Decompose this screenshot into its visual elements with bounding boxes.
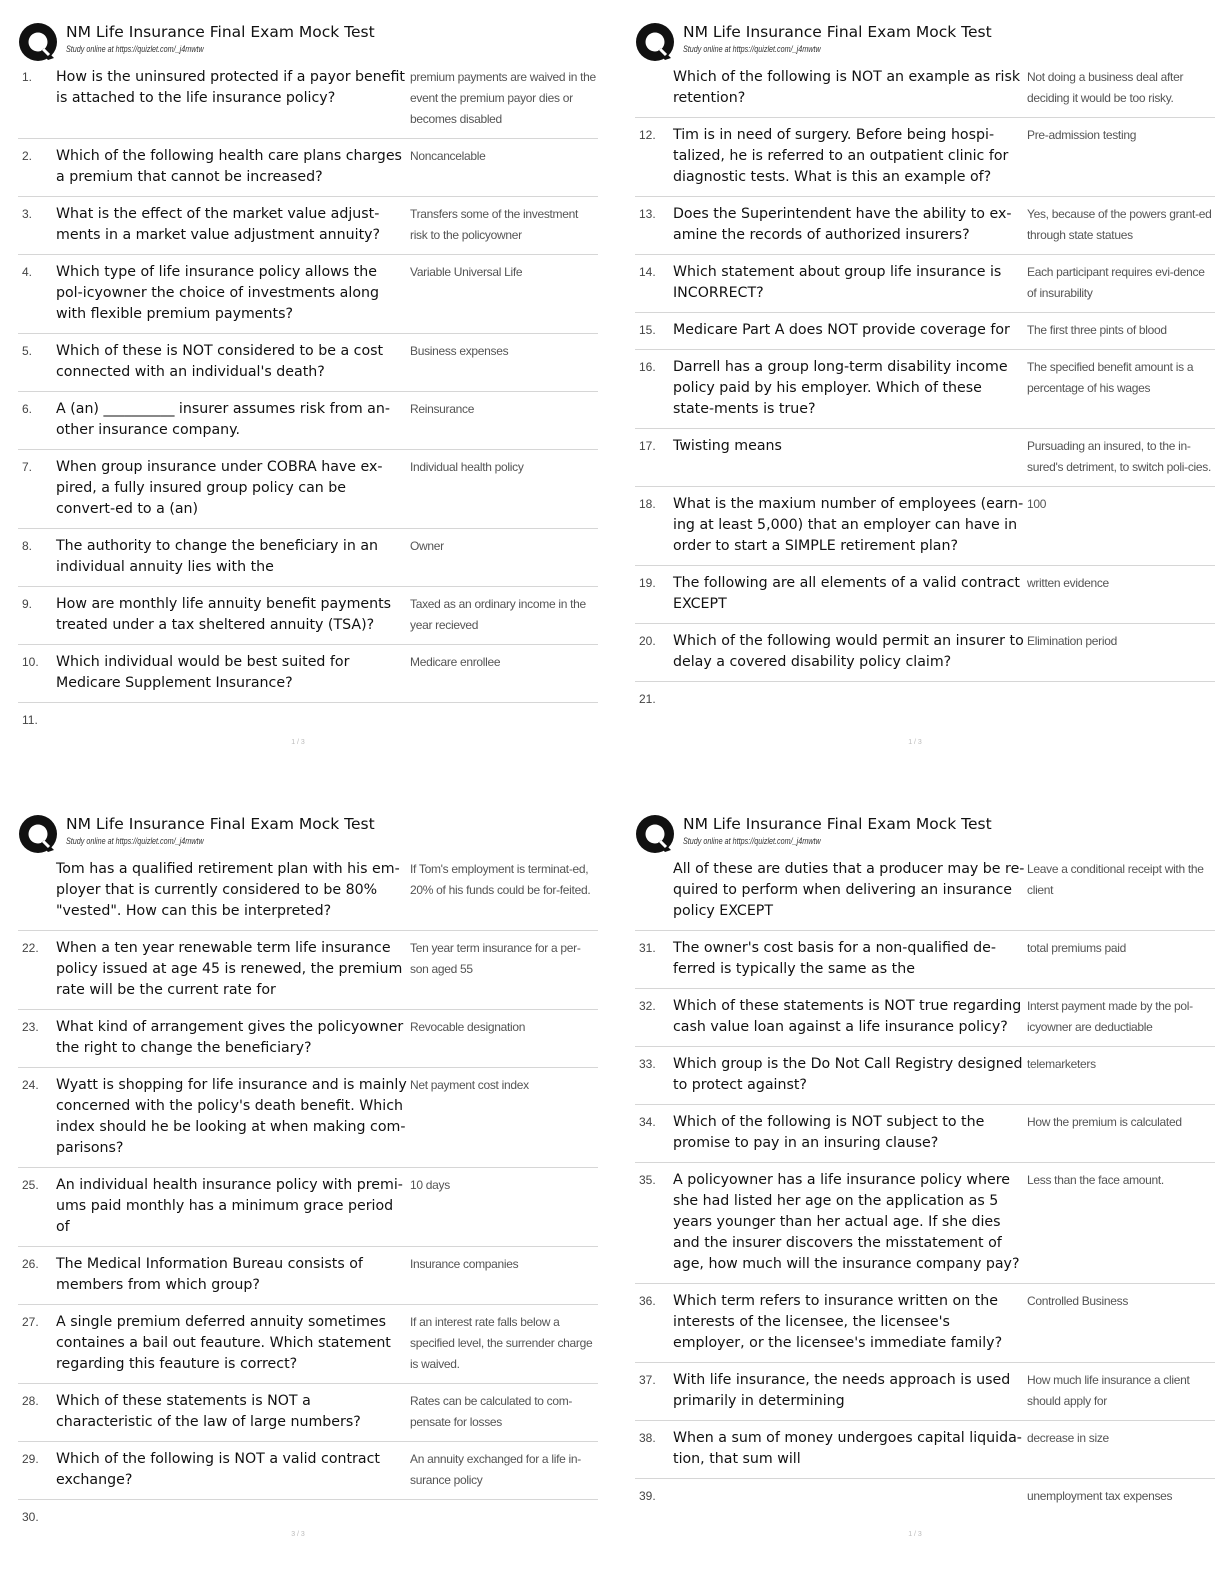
question-number: 18.: [639, 497, 656, 511]
answer-text: How the premium is calculated: [1027, 1115, 1182, 1129]
question-number: [635, 859, 673, 922]
question-row: [635, 931, 1215, 989]
question-row: [18, 856, 598, 931]
study-link[interactable]: Study online at https://quizlet.com/_j4mwtw: [683, 836, 821, 846]
question-number: 1.: [22, 70, 33, 84]
question-text: All of these are duties that a producer may be re-quired to perform when delivering an insurance policy EXCEPT: [673, 861, 1025, 919]
question-row: [635, 856, 1215, 931]
question-number: 15.: [639, 323, 656, 337]
page-3: [18, 812, 598, 1572]
question-text: Twisting means: [673, 438, 782, 454]
question-number: 2.: [22, 149, 33, 163]
question-row: [635, 1479, 1215, 1515]
question-row: [18, 1068, 598, 1168]
question-row: [18, 1442, 598, 1500]
answer-text: Medicare enrollee: [410, 655, 501, 669]
question-number: 25.: [22, 1178, 39, 1192]
question-row: [635, 1284, 1215, 1363]
answer-text: Elimination period: [1027, 634, 1117, 648]
question-text: Tom has a qualified retirement plan with his em-ployer that is currently considered to be 80% "vested". How can this be interpreted?: [56, 861, 400, 919]
answer-text: 100: [1027, 497, 1047, 511]
question-text: Which of the following is NOT a valid contract exchange?: [56, 1451, 380, 1488]
question-row: [18, 334, 598, 392]
quizlet-logo-icon: [635, 22, 675, 62]
question-text: An individual health insurance policy with premi-ums paid monthly has a minimum grace period of: [56, 1177, 403, 1235]
question-row: [635, 624, 1215, 682]
question-text: Which of these statements is NOT a characteristic of the law of large numbers?: [56, 1393, 361, 1430]
answer-text: Leave a conditional receipt with the client: [1027, 862, 1204, 897]
answer-text: Taxed as an ordinary income in the year recieved: [410, 597, 586, 632]
answer-text: telemarketers: [1027, 1057, 1096, 1071]
question-row: [635, 1421, 1215, 1479]
question-number: 28.: [22, 1394, 39, 1408]
answer-text: Noncancelable: [410, 149, 486, 163]
answer-text: Ten year term insurance for a per-son aged 55: [410, 941, 581, 976]
question-row: [635, 566, 1215, 624]
question-number: 4.: [22, 265, 33, 279]
question-number: 33.: [639, 1057, 656, 1071]
answer-text: The specified benefit amount is a percentage of his wages: [1027, 360, 1194, 395]
question-text: What is the maxium number of employees (earn-ing at least 5,000) that an employer can have in order to start a SIMPLE retirement plan?: [673, 496, 1024, 554]
question-text: Which group is the Do Not Call Registry designed to protect against?: [673, 1056, 1023, 1093]
question-number: 14.: [639, 265, 656, 279]
question-row: [635, 118, 1215, 197]
question-number: 19.: [639, 576, 656, 590]
question-number: 13.: [639, 207, 656, 221]
question-text: Wyatt is shopping for life insurance and is mainly concerned with the policy's death benefit. Which index should he be looking at when making com-parisons?: [56, 1077, 407, 1156]
answer-text: Each participant requires evi-dence of insurability: [1027, 265, 1205, 300]
page-header: [635, 20, 1215, 64]
answer-text: Insurance companies: [410, 1257, 519, 1271]
question-row: [18, 529, 598, 587]
question-row: [635, 429, 1215, 487]
answer-text: Transfers some of the investment risk to the policyowner: [410, 207, 579, 242]
question-row: [635, 487, 1215, 566]
question-number: 21.: [639, 692, 656, 706]
answer-text: If an interest rate falls below a specified level, the surrender charge is waived.: [410, 1315, 593, 1371]
page-number: 3 / 3: [291, 1531, 305, 1538]
page-number: 1 / 3: [291, 739, 305, 746]
answer-text: Controlled Business: [1027, 1294, 1129, 1308]
question-text: Darrell has a group long-term disability income policy paid by his employer. Which of these state-ments is true?: [673, 359, 1008, 417]
question-row: [18, 931, 598, 1010]
study-link[interactable]: Study online at https://quizlet.com/_j4mwtw: [66, 836, 204, 846]
answer-text: How much life insurance a client should apply for: [1027, 1373, 1190, 1408]
question-row: [635, 989, 1215, 1047]
question-text: [673, 1486, 1025, 1507]
page-title: NM Life Insurance Final Exam Mock Test: [66, 815, 375, 833]
question-number: 32.: [639, 999, 656, 1013]
question-row: [18, 1247, 598, 1305]
quizlet-logo-icon: [635, 814, 675, 854]
question-text: Which of these is NOT considered to be a cost connected with an individual's death?: [56, 343, 384, 380]
answer-text: Variable Universal Life: [410, 265, 523, 279]
question-row: [635, 255, 1215, 313]
answer-text: total premiums paid: [1027, 941, 1127, 955]
study-link[interactable]: Study online at https://quizlet.com/_j4mwtw: [683, 44, 821, 54]
page-1: [18, 20, 598, 780]
question-row: [635, 197, 1215, 255]
question-text: A policyowner has a life insurance policy where she had listed her age on the application as 5 years younger than her actual age. If she dies and the insurer discovers the misstatement of age, how much will the insurance company pay?: [673, 1172, 1020, 1272]
question-text: What kind of arrangement gives the policyowner the right to change the beneficiary?: [56, 1019, 404, 1056]
question-text: Which term refers to insurance written on the interests of the licensee, the licensee's employer, or the licensee's immediate family?: [673, 1293, 1003, 1351]
question-row: [635, 1047, 1215, 1105]
answer-text: Pursuading an insured, to the in-sured's detriment, to switch poli-cies.: [1027, 439, 1211, 474]
question-text: Which of these statements is NOT true regarding cash value loan against a life insurance policy?: [673, 998, 1022, 1035]
question-text: A (an) __________ insurer assumes risk from an-other insurance company.: [56, 401, 390, 438]
question-row: [635, 1163, 1215, 1284]
answer-text: Pre-admission testing: [1027, 128, 1137, 142]
question-text: Which of the following would permit an insurer to delay a covered disability policy claim?: [673, 633, 1024, 670]
question-number: 20.: [639, 634, 656, 648]
question-number: 35.: [639, 1173, 656, 1187]
question-text: The authority to change the beneficiary in an individual annuity lies with the: [56, 538, 379, 575]
question-row: [18, 392, 598, 450]
question-text: Which of the following is NOT an example as risk retention?: [673, 69, 1021, 106]
question-row: [635, 64, 1215, 118]
question-number: 37.: [639, 1373, 656, 1387]
question-number: 16.: [639, 360, 656, 374]
question-text: When a ten year renewable term life insurance policy issued at age 45 is renewed, the premium rate will be the current rate for: [56, 940, 403, 998]
quizlet-logo-icon: [18, 814, 58, 854]
question-text: How are monthly life annuity benefit payments treated under a tax sheltered annuity (TSA)?: [56, 596, 392, 633]
question-text: Medicare Part A does NOT provide coverage for: [673, 322, 1010, 338]
page-title: NM Life Insurance Final Exam Mock Test: [66, 23, 375, 41]
question-number: 23.: [22, 1020, 39, 1034]
answer-text: Owner: [410, 539, 444, 553]
answer-text: Not doing a business deal after deciding it would be too risky.: [1027, 70, 1184, 105]
page-number: 1 / 3: [908, 739, 922, 746]
question-text: The owner's cost basis for a non-qualified de-ferred is typically the same as the: [673, 940, 997, 977]
question-number: 11.: [22, 713, 38, 727]
question-number: 12.: [639, 128, 656, 142]
question-number: 34.: [639, 1115, 656, 1129]
answer-text: Individual health policy: [410, 460, 524, 474]
question-row: [18, 255, 598, 334]
answer-text: Business expenses: [410, 344, 509, 358]
question-row: [635, 350, 1215, 429]
question-text: When group insurance under COBRA have ex-pired, a fully insured group policy can be convert-ed to a (an): [56, 459, 383, 517]
question-row: [18, 645, 598, 703]
question-number: 31.: [639, 941, 656, 955]
question-number: 5.: [22, 344, 33, 358]
answer-text: Rates can be calculated to com-pensate for losses: [410, 1394, 573, 1429]
question-number: 36.: [639, 1294, 656, 1308]
answer-text: Revocable designation: [410, 1020, 526, 1034]
page-header: [18, 812, 598, 856]
answer-text: Net payment cost index: [410, 1078, 529, 1092]
question-number: 27.: [22, 1315, 39, 1329]
question-row: [18, 1305, 598, 1384]
page-number: 1 / 3: [908, 1531, 922, 1538]
question-row: [18, 1010, 598, 1068]
question-number: 9.: [22, 597, 33, 611]
question-number: 26.: [22, 1257, 39, 1271]
question-text: With life insurance, the needs approach is used primarily in determining: [673, 1372, 1011, 1409]
answer-text: The first three pints of blood: [1027, 323, 1167, 337]
question-text: Does the Superintendent have the ability to ex-amine the records of authorized insurers?: [673, 206, 1012, 243]
page-2: [635, 20, 1215, 780]
page-4: [635, 812, 1215, 1572]
question-text: A single premium deferred annuity sometimes containes a bail out feauture. Which statement regarding this feauture is correct?: [56, 1314, 391, 1372]
question-row: [18, 197, 598, 255]
question-number: 6.: [22, 402, 33, 416]
question-text: Which individual would be best suited for Medicare Supplement Insurance?: [56, 654, 350, 691]
answer-text: Less than the face amount.: [1027, 1173, 1164, 1187]
answer-text: An annuity exchanged for a life in-surance policy: [410, 1452, 581, 1487]
answer-text: Reinsurance: [410, 402, 475, 416]
page-header: [18, 20, 598, 64]
answer-text: Interst payment made by the pol-icyowner are deductiable: [1027, 999, 1193, 1034]
quizlet-logo-icon: [18, 22, 58, 62]
question-text: What is the effect of the market value adjust-ments in a market value adjustment annuity?: [56, 206, 381, 243]
study-link[interactable]: Study online at https://quizlet.com/_j4mwtw: [66, 44, 204, 54]
question-row: [635, 1363, 1215, 1421]
page-title: NM Life Insurance Final Exam Mock Test: [683, 23, 992, 41]
question-text: The Medical Information Bureau consists of members from which group?: [56, 1256, 363, 1293]
question-number: 39.: [639, 1489, 656, 1503]
question-number: 17.: [639, 439, 656, 453]
question-row: [635, 313, 1215, 350]
question-row: [18, 450, 598, 529]
question-text: Which statement about group life insurance is INCORRECT?: [673, 264, 1002, 301]
answer-text: Yes, because of the powers grant-ed through state statues: [1027, 207, 1212, 242]
question-number: 38.: [639, 1431, 656, 1445]
question-number: 29.: [22, 1452, 39, 1466]
answer-text: unemployment tax expenses: [1027, 1489, 1173, 1503]
question-number: 22.: [22, 941, 39, 955]
answer-text: decrease in size: [1027, 1431, 1109, 1445]
question-number: [18, 859, 56, 922]
question-text: When a sum of money undergoes capital liquida-tion, that sum will: [673, 1430, 1022, 1467]
answer-text: If Tom's employment is terminat-ed, 20% of his funds could be for-feited.: [410, 862, 591, 897]
question-row: [18, 1384, 598, 1442]
question-text: Which of the following health care plans charges a premium that cannot be increased?: [56, 148, 402, 185]
answer-text: premium payments are waived in the event the premium payor dies or becomes disabled: [410, 70, 596, 126]
answer-text: written evidence: [1027, 576, 1109, 590]
question-number: [635, 67, 673, 109]
question-number: 7.: [22, 460, 33, 474]
page-title: NM Life Insurance Final Exam Mock Test: [683, 815, 992, 833]
question-number: 10.: [22, 655, 39, 669]
question-row: [18, 64, 598, 139]
question-row: [635, 1105, 1215, 1163]
answer-text: 10 days: [410, 1178, 450, 1192]
question-number: 24.: [22, 1078, 39, 1092]
page-header: [635, 812, 1215, 856]
question-number: 8.: [22, 539, 33, 553]
question-row: [18, 1168, 598, 1247]
question-text: Which of the following is NOT subject to the promise to pay in an insuring clause?: [673, 1114, 985, 1151]
question-row: [18, 587, 598, 645]
question-number: 3.: [22, 207, 33, 221]
question-text: How is the uninsured protected if a payor benefit is attached to the life insurance policy?: [56, 69, 405, 106]
question-number: 30.: [22, 1510, 39, 1524]
question-row: [18, 139, 598, 197]
question-text: Which type of life insurance policy allows the pol-icyowner the choice of investments along with flexible premium payments?: [56, 264, 379, 322]
question-text: The following are all elements of a valid contract EXCEPT: [673, 575, 1020, 612]
question-text: Tim is in need of surgery. Before being hospi-talized, he is referred to an outpatient clinic for diagnostic tests. What is this an example of?: [673, 127, 1009, 185]
